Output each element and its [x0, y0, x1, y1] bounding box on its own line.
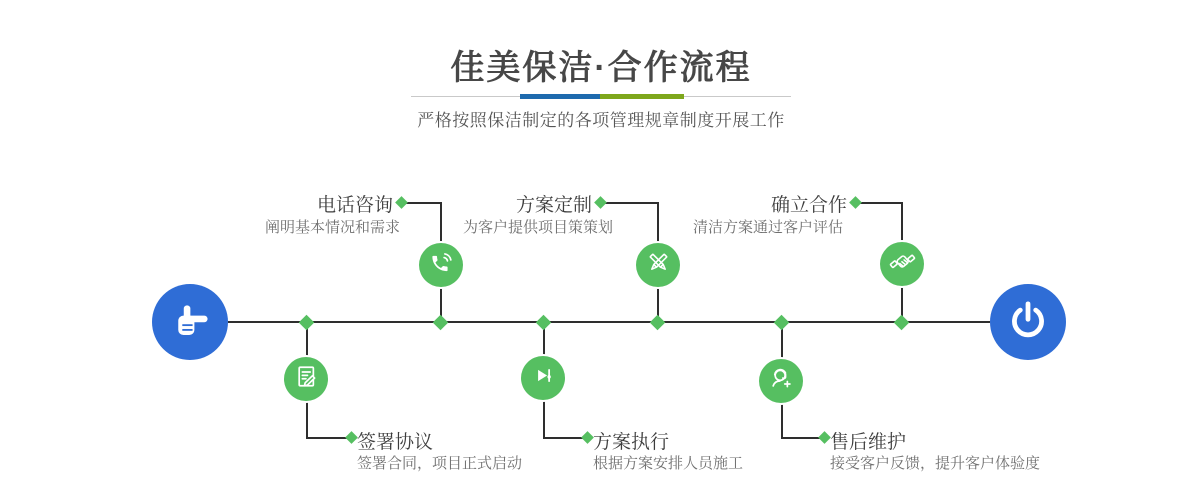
- step-node-plan-custom: [636, 243, 680, 287]
- play-execute-icon: [530, 362, 557, 394]
- timeline: [228, 321, 990, 323]
- step-desc-after-sales: 接受客户反馈，提升客户体验度: [830, 455, 1041, 472]
- step-title-after-sales: 售后维护: [830, 432, 907, 453]
- step-title-phone-consult: 电话咨询: [316, 195, 393, 216]
- step-node-sign-agreement: [284, 357, 328, 401]
- step-desc-plan-execute: 根据方案安排人员施工: [593, 455, 744, 472]
- handshake-icon: [889, 248, 916, 280]
- title-divider-blue: [520, 94, 600, 99]
- phone-icon: [428, 249, 455, 281]
- connector: [600, 202, 658, 204]
- timeline-node-diamond: [299, 315, 315, 331]
- step-node-phone-consult: [419, 243, 463, 287]
- step-desc-plan-custom: 为客户提供项目策策划: [462, 219, 613, 236]
- timeline-node-diamond: [650, 315, 666, 331]
- label-diamond: [849, 196, 862, 209]
- label-diamond: [395, 196, 408, 209]
- page-subtitle: 严格按照保洁制定的各项管理规章制度开展工作: [417, 111, 785, 130]
- page-title: 佳美保洁·合作流程: [450, 49, 752, 87]
- step-title-sign-agreement: 签署协议: [357, 432, 434, 453]
- label-diamond: [345, 431, 358, 444]
- timeline-node-diamond: [774, 315, 790, 331]
- step-desc-sign-agreement: 签署合同，项目正式启动: [357, 455, 523, 472]
- title-divider-green: [600, 94, 684, 99]
- label-diamond: [594, 196, 607, 209]
- customer-service-icon: [768, 365, 795, 397]
- power-icon: [1006, 298, 1050, 347]
- end-node: [990, 284, 1066, 360]
- step-title-establish-coop: 确立合作: [770, 195, 847, 216]
- pointing-hand-icon: [168, 298, 212, 347]
- timeline-node-diamond: [536, 315, 552, 331]
- step-title-plan-execute: 方案执行: [593, 432, 670, 453]
- start-node: [152, 284, 228, 360]
- contract-edit-icon: [293, 363, 320, 395]
- step-node-after-sales: [759, 359, 803, 403]
- step-node-plan-execute: [521, 356, 565, 400]
- step-desc-establish-coop: 清洁方案通过客户评估: [692, 219, 843, 236]
- timeline-node-diamond: [894, 315, 910, 331]
- step-title-plan-custom: 方案定制: [515, 195, 592, 216]
- timeline-node-diamond: [433, 315, 449, 331]
- label-diamond: [818, 431, 831, 444]
- step-desc-phone-consult: 阐明基本情况和需求: [264, 219, 400, 236]
- step-node-establish-coop: [880, 242, 924, 286]
- crossed-pencils-icon: [645, 249, 672, 281]
- label-diamond: [581, 431, 594, 444]
